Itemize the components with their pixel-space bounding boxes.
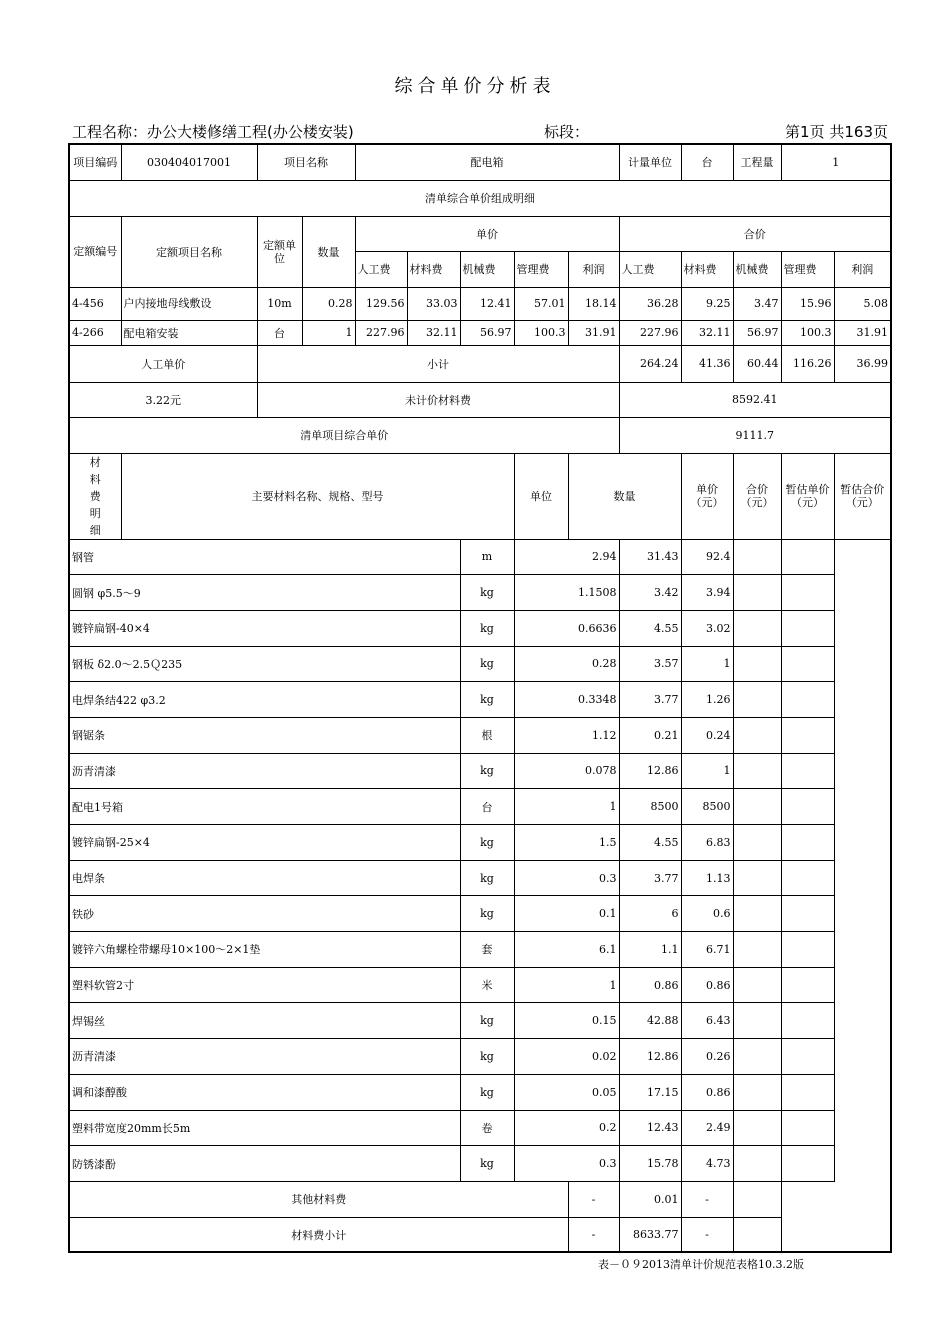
material-est-total (781, 789, 834, 825)
material-name: 镀锌扁钢-25×4 (69, 825, 460, 861)
material-total: 0.26 (681, 1039, 733, 1075)
material-total: 6.43 (681, 1003, 733, 1039)
material-name: 镀锌六角螺栓带螺母10×100～2×1垫 (69, 932, 460, 968)
material-unit: kg (460, 682, 514, 718)
material-price: 31.43 (619, 539, 681, 575)
material-unit: 套 (460, 932, 514, 968)
material-row (69, 646, 891, 682)
material-qty: 0.02 (514, 1039, 619, 1075)
material-est-price (733, 1039, 781, 1075)
material-row (69, 932, 891, 968)
qty-label: 工程量 (733, 144, 781, 180)
material-rows (69, 539, 891, 1181)
material-unit: 卷 (460, 1110, 514, 1146)
material-total: 2.49 (681, 1110, 733, 1146)
material-est-total (781, 932, 834, 968)
name-label: 项目名称 (257, 144, 355, 180)
material-row (69, 753, 891, 789)
labor-unit-price-label: 人工单价 (69, 345, 257, 382)
material-unit: 台 (460, 789, 514, 825)
material-price: 12.86 (619, 1039, 681, 1075)
material-qty: 0.05 (514, 1074, 619, 1110)
total-machine: 56.97 (733, 320, 781, 345)
unpriced-row (69, 382, 891, 417)
unit-labor: 129.56 (355, 287, 407, 320)
unit-machine: 12.41 (460, 287, 514, 320)
total-machine: 3.47 (733, 287, 781, 320)
material-price: 8500 (619, 789, 681, 825)
material-name: 钢板 δ2.0～2.5Ｑ235 (69, 646, 460, 682)
mat-col-unit: 单位 (514, 453, 568, 539)
quota-code: 4-456 (69, 287, 121, 320)
material-est-total (781, 682, 834, 718)
material-name: 塑料带宽度20mm长5m (69, 1110, 460, 1146)
item-code: 030404017001 (121, 144, 257, 180)
subtotal-profit: 36.99 (834, 345, 891, 382)
col-quota-unit: 定额单位 (257, 216, 302, 287)
material-est-price (733, 1110, 781, 1146)
material-est-price (733, 575, 781, 611)
item-unit: 台 (681, 144, 733, 180)
material-price: 12.43 (619, 1110, 681, 1146)
material-qty: 0.1 (514, 896, 619, 932)
material-qty: 1.5 (514, 825, 619, 861)
material-price: 3.42 (619, 575, 681, 611)
col-material-total: 材料费 (681, 251, 733, 287)
material-est-total (781, 1146, 834, 1182)
unit-profit: 18.14 (568, 287, 619, 320)
material-price: 42.88 (619, 1003, 681, 1039)
unit-price-total-label: 清单项目综合单价 (69, 417, 619, 453)
material-unit: kg (460, 1039, 514, 1075)
material-total: 3.94 (681, 575, 733, 611)
col-quantity: 数量 (302, 216, 355, 287)
unit-machine: 56.97 (460, 320, 514, 345)
material-qty: 0.3 (514, 1146, 619, 1182)
project-name: 工程名称：办公大楼修缮工程(办公楼安装) (72, 123, 354, 141)
other-material-est-total: - (681, 1181, 733, 1217)
other-material-price: - (568, 1181, 619, 1217)
other-material-total: 0.01 (619, 1181, 681, 1217)
material-row (69, 1003, 891, 1039)
material-est-price (733, 539, 781, 575)
col-unit-price: 单价 (355, 216, 619, 251)
material-est-price (733, 753, 781, 789)
material-name: 塑料软管2寸 (69, 967, 460, 1003)
quota-row (69, 287, 891, 320)
code-label: 项目编码 (69, 144, 121, 180)
unit-price-analysis-table (68, 143, 892, 1253)
col-quota-code: 定额编号 (69, 216, 121, 287)
mat-col-total: 合价（元） (733, 453, 781, 539)
material-row (69, 1146, 891, 1182)
material-side-label-text: 材料费明细 (89, 455, 101, 537)
material-price: 4.55 (619, 610, 681, 646)
material-total: 3.02 (681, 610, 733, 646)
col-machine: 机械费 (460, 251, 514, 287)
material-price: 17.15 (619, 1074, 681, 1110)
material-qty: 0.3348 (514, 682, 619, 718)
material-total: 4.73 (681, 1146, 733, 1182)
material-qty: 1 (514, 967, 619, 1003)
material-unit: kg (460, 1003, 514, 1039)
material-row (69, 1074, 891, 1110)
material-name: 钢管 (69, 539, 460, 575)
material-name: 配电1号箱 (69, 789, 460, 825)
material-name: 调和漆醇酸 (69, 1074, 460, 1110)
material-side-label (69, 453, 121, 539)
material-row (69, 1110, 891, 1146)
subtotal-label: 小计 (257, 345, 619, 382)
material-unit: 根 (460, 717, 514, 753)
material-unit: kg (460, 753, 514, 789)
material-qty: 0.078 (514, 753, 619, 789)
material-unit: kg (460, 896, 514, 932)
material-unit: kg (460, 1146, 514, 1182)
material-est-price (733, 932, 781, 968)
quota-unit: 10m (257, 287, 302, 320)
material-est-price (733, 717, 781, 753)
unit-labor: 227.96 (355, 320, 407, 345)
quota-name: 配电箱安装 (121, 320, 257, 345)
col-manage-total: 管理费 (781, 251, 834, 287)
item-info-row (69, 144, 891, 180)
material-total: 6.83 (681, 825, 733, 861)
material-total: 6.71 (681, 932, 733, 968)
unit-manage: 57.01 (514, 287, 568, 320)
material-qty: 2.94 (514, 539, 619, 575)
material-subtotal-label: 材料费小计 (69, 1217, 568, 1252)
material-est-price (733, 1146, 781, 1182)
material-price: 3.77 (619, 682, 681, 718)
material-row (69, 539, 891, 575)
material-unit: kg (460, 825, 514, 861)
material-qty: 1.12 (514, 717, 619, 753)
material-name: 圆钢 φ5.5～9 (69, 575, 460, 611)
material-name: 电焊条结422 φ3.2 (69, 682, 460, 718)
material-total: 1 (681, 753, 733, 789)
quota-unit: 台 (257, 320, 302, 345)
material-est-price (733, 967, 781, 1003)
material-est-total (781, 646, 834, 682)
unit-material: 33.03 (407, 287, 460, 320)
material-est-price (733, 896, 781, 932)
material-row (69, 717, 891, 753)
material-unit: m (460, 539, 514, 575)
material-header-row (69, 453, 891, 539)
material-name: 铁砂 (69, 896, 460, 932)
mat-col-qty: 数量 (568, 453, 681, 539)
unpriced-label: 未计价材料费 (257, 382, 619, 417)
material-total: 1.13 (681, 860, 733, 896)
subtotal-labor: 264.24 (619, 345, 681, 382)
composition-title: 清单综合单价组成明细 (69, 180, 891, 216)
material-est-total (781, 967, 834, 1003)
material-est-total (781, 896, 834, 932)
col-labor: 人工费 (355, 251, 407, 287)
material-est-total (781, 1039, 834, 1075)
subtotal-material: 41.36 (681, 345, 733, 382)
material-total: 1.26 (681, 682, 733, 718)
material-qty: 0.28 (514, 646, 619, 682)
material-est-total (781, 860, 834, 896)
material-qty: 1 (514, 789, 619, 825)
material-price: 6 (619, 896, 681, 932)
unit-material: 32.11 (407, 320, 460, 345)
material-est-total (781, 717, 834, 753)
mat-col-est-price: 暂估单价（元） (781, 453, 834, 539)
unit-profit: 31.91 (568, 320, 619, 345)
material-row (69, 575, 891, 611)
material-price: 1.1 (619, 932, 681, 968)
col-machine-total: 机械费 (733, 251, 781, 287)
material-total: 0.86 (681, 1074, 733, 1110)
material-qty: 1.1508 (514, 575, 619, 611)
material-name: 沥青清漆 (69, 1039, 460, 1075)
total-labor: 227.96 (619, 320, 681, 345)
unit-price-total: 9111.7 (619, 417, 891, 453)
material-unit: kg (460, 575, 514, 611)
material-name: 电焊条 (69, 860, 460, 896)
col-material: 材料费 (407, 251, 460, 287)
material-est-total (781, 539, 834, 575)
material-row (69, 967, 891, 1003)
material-row (69, 860, 891, 896)
total-labor: 36.28 (619, 287, 681, 320)
material-unit: kg (460, 610, 514, 646)
material-est-price (733, 682, 781, 718)
material-est-total (781, 1074, 834, 1110)
material-est-price (733, 825, 781, 861)
material-total: 0.24 (681, 717, 733, 753)
item-name: 配电箱 (355, 144, 619, 180)
quota-qty: 1 (302, 320, 355, 345)
material-row (69, 682, 891, 718)
page-title: 综合单价分析表 (394, 76, 556, 97)
material-unit: kg (460, 1074, 514, 1110)
quota-code: 4-266 (69, 320, 121, 345)
subtotal-manage: 116.26 (781, 345, 834, 382)
material-est-price (733, 610, 781, 646)
material-est-price (733, 860, 781, 896)
material-total: 92.4 (681, 539, 733, 575)
mat-col-est-total: 暂估合价（元） (834, 453, 891, 539)
material-est-total (781, 610, 834, 646)
material-row (69, 610, 891, 646)
total-profit: 31.91 (834, 320, 891, 345)
other-material-label: 其他材料费 (69, 1181, 568, 1217)
composition-title-row (69, 180, 891, 216)
material-est-price (733, 1003, 781, 1039)
mat-col-name: 主要材料名称、规格、型号 (121, 453, 514, 539)
quota-row (69, 320, 891, 345)
material-qty: 0.6636 (514, 610, 619, 646)
material-unit: 米 (460, 967, 514, 1003)
page-number: 第1页 共163页 (785, 123, 888, 141)
material-est-total (781, 1110, 834, 1146)
labor-rate: 3.22元 (69, 382, 257, 417)
material-subtotal-blank (733, 1217, 781, 1252)
unit-label: 计量单位 (619, 144, 681, 180)
material-unit: kg (460, 860, 514, 896)
material-row (69, 896, 891, 932)
material-est-price (733, 646, 781, 682)
material-total: 0.86 (681, 967, 733, 1003)
material-price: 0.86 (619, 967, 681, 1003)
total-material: 9.25 (681, 287, 733, 320)
material-row (69, 825, 891, 861)
material-name: 钢锯条 (69, 717, 460, 753)
material-est-total (781, 753, 834, 789)
item-qty: 1 (781, 144, 891, 180)
total-manage: 15.96 (781, 287, 834, 320)
material-name: 沥青清漆 (69, 753, 460, 789)
material-qty: 0.15 (514, 1003, 619, 1039)
material-unit: kg (460, 646, 514, 682)
subtotal-row (69, 345, 891, 382)
material-price: 15.78 (619, 1146, 681, 1182)
material-row (69, 1039, 891, 1075)
material-price: 3.77 (619, 860, 681, 896)
col-profit-total: 利润 (834, 251, 891, 287)
material-qty: 0.2 (514, 1110, 619, 1146)
header-row-1 (69, 216, 891, 251)
other-material-blank (733, 1181, 781, 1217)
total-material: 32.11 (681, 320, 733, 345)
material-total: 0.6 (681, 896, 733, 932)
unpriced-value: 8592.41 (619, 382, 891, 417)
material-row (69, 789, 891, 825)
material-price: 0.21 (619, 717, 681, 753)
material-est-total (781, 1003, 834, 1039)
document-header (72, 121, 888, 141)
material-price: 4.55 (619, 825, 681, 861)
material-name: 防锈漆酚 (69, 1146, 460, 1182)
col-labor-total: 人工费 (619, 251, 681, 287)
unit-price-total-row (69, 417, 891, 453)
col-quota-name: 定额项目名称 (121, 216, 257, 287)
material-total: 1 (681, 646, 733, 682)
material-qty: 0.3 (514, 860, 619, 896)
material-name: 焊锡丝 (69, 1003, 460, 1039)
col-manage: 管理费 (514, 251, 568, 287)
material-price: 3.57 (619, 646, 681, 682)
col-profit: 利润 (568, 251, 619, 287)
col-total-price: 合价 (619, 216, 891, 251)
quota-qty: 0.28 (302, 287, 355, 320)
material-est-total (781, 825, 834, 861)
material-qty: 6.1 (514, 932, 619, 968)
material-subtotal-est-total: - (681, 1217, 733, 1252)
mat-col-price: 单价（元） (681, 453, 733, 539)
other-material-row (69, 1181, 891, 1217)
unit-manage: 100.3 (514, 320, 568, 345)
footer-note: 表－０９2013清单计价规范表格10.3.2版 (598, 1258, 804, 1271)
material-total: 8500 (681, 789, 733, 825)
material-subtotal-row (69, 1217, 891, 1252)
material-price: 12.86 (619, 753, 681, 789)
total-profit: 5.08 (834, 287, 891, 320)
total-manage: 100.3 (781, 320, 834, 345)
material-subtotal-total: 8633.77 (619, 1217, 681, 1252)
subtotal-machine: 60.44 (733, 345, 781, 382)
material-est-price (733, 789, 781, 825)
material-subtotal-price: - (568, 1217, 619, 1252)
material-name: 镀锌扁钢-40×4 (69, 610, 460, 646)
section-label: 标段： (544, 123, 590, 141)
quota-name: 户内接地母线敷设 (121, 287, 257, 320)
material-est-total (781, 575, 834, 611)
material-est-price (733, 1074, 781, 1110)
